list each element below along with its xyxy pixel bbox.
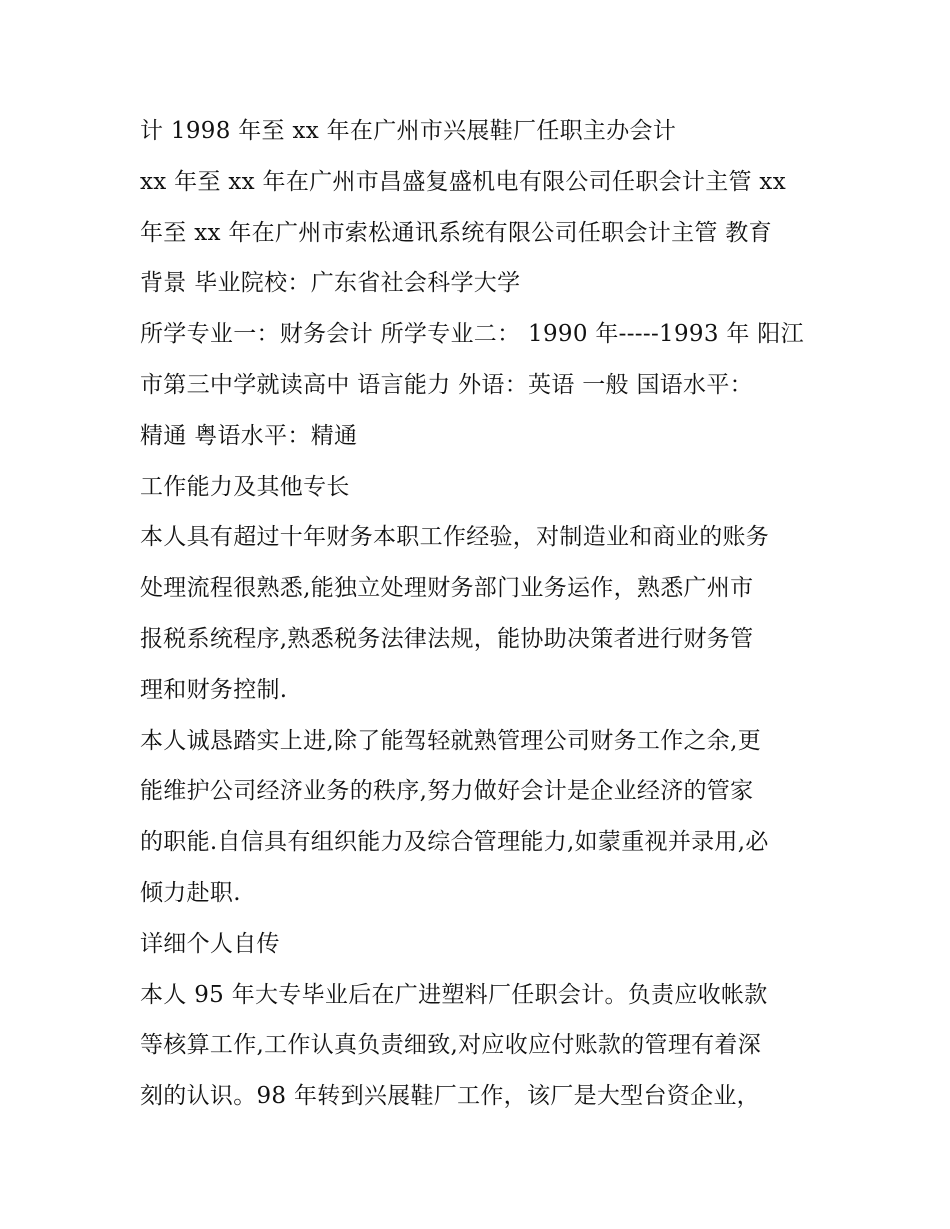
text-line: 计 1998 年至 xx 年在广州市兴展鞋厂任职主办会计	[140, 118, 677, 144]
text-line: 市第三中学就读高中 语言能力 外语：英语 一般 国语水平：	[140, 371, 753, 398]
text-line: 刻的认识。98 年转到兴展鞋厂工作，该厂是大型台资企业，	[140, 1083, 760, 1110]
text-line: 本人具有超过十年财务本职工作经验，对制造业和商业的账务	[140, 524, 770, 551]
text-line: 背景 毕业院校：广东省社会科学大学	[140, 270, 521, 297]
text-line: 年至 xx 年在广州市索松通讯系统有限公司任职会计主管 教育	[140, 219, 772, 246]
text-line: 的职能.自信具有组织能力及综合管理能力,如蒙重视并录用,必	[140, 829, 769, 856]
text-line: xx 年至 xx 年在广州市昌盛复盛机电有限公司任职会计主管 xx	[140, 168, 786, 195]
text-line: 能维护公司经济业务的秩序,努力做好会计是企业经济的管家	[140, 778, 754, 805]
section-heading: 工作能力及其他专长	[140, 473, 350, 500]
text-line: 精通 粤语水平：精通	[140, 422, 358, 449]
text-line: 本人诚恳踏实上进,除了能驾轻就熟管理公司财务工作之余,更	[140, 727, 762, 754]
text-line: 本人 95 年大专毕业后在广进塑料厂任职会计。负责应收帐款	[140, 981, 768, 1008]
text-line: 报税系统程序,熟悉税务法律法规，能协助决策者进行财务管	[140, 625, 754, 652]
text-line: 所学专业一：财务会计 所学专业二： 1990 年-----1993 年 阳江	[140, 321, 804, 348]
section-heading: 详细个人自传	[140, 930, 280, 957]
text-line: 理和财务控制.	[140, 676, 288, 703]
text-line: 等核算工作,工作认真负责细致,对应收应付账款的管理有着深	[140, 1032, 762, 1059]
text-line: 处理流程很熟悉,能独立处理财务部门业务运作，熟悉广州市	[140, 575, 754, 602]
text-line: 倾力赴职.	[140, 879, 241, 906]
document-body	[140, 106, 820, 1122]
